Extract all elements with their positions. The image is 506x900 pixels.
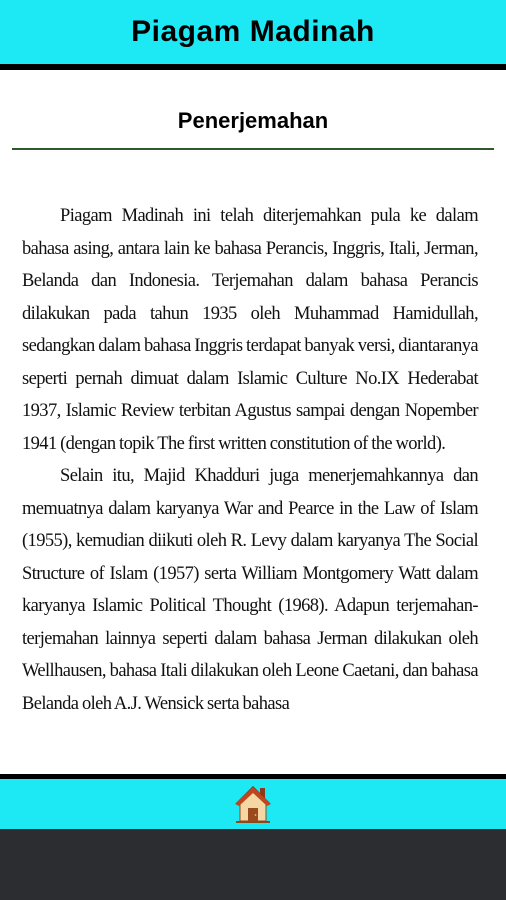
system-navigation-bar <box>0 829 506 900</box>
app-title: Piagam Madinah <box>131 15 375 48</box>
app-title-bar <box>0 0 506 64</box>
content-scroll-area[interactable] <box>0 70 506 774</box>
section-heading: Penerjemahan <box>177 108 329 133</box>
bottom-bar <box>0 779 506 829</box>
section-divider <box>12 148 494 150</box>
home-button[interactable] <box>233 782 273 826</box>
home-house-icon <box>234 784 272 824</box>
article-paragraph-2: Selain itu, Majid Khadduri juga menerjemahkannya dan memuatnya dalam karyanya War and Pearce in the Law of Islam (1955), kemudian diikuti oleh R. Levy dalam karyanya The Social Structure of Islam (1957) serta William Montgomery Watt dalam karyanya Islamic Political Thought (1968). Adapun terjemahan-terjemahan lainnya seperti dalam bahasa Jerman dilakukan oleh Wellhausen, bahasa Itali dilakukan oleh Leone Caetani, dan bahasa Belanda oleh A.J. Wensick serta bahasa <box>22 466 478 714</box>
article-body <box>22 200 478 720</box>
article-paragraph-1: Piagam Madinah ini telah diterjemahkan pula ke dalam bahasa asing, antara lain ke bahasa Perancis, Inggris, Itali, Jerman, Belanda dan Indonesia. Terjemahan dalam bahasa Perancis dilakukan pada tahun 1935 oleh Muhammad Hamidullah, sedangkan dalam bahasa Inggris terdapat banyak versi, diantaranya seperti pernah dimuat dalam Islamic Culture No.IX Hederabat 1937, Islamic Review terbitan Agustus sampai dengan Nopember 1941 (dengan topik The first written constitution of the world). <box>22 206 478 454</box>
